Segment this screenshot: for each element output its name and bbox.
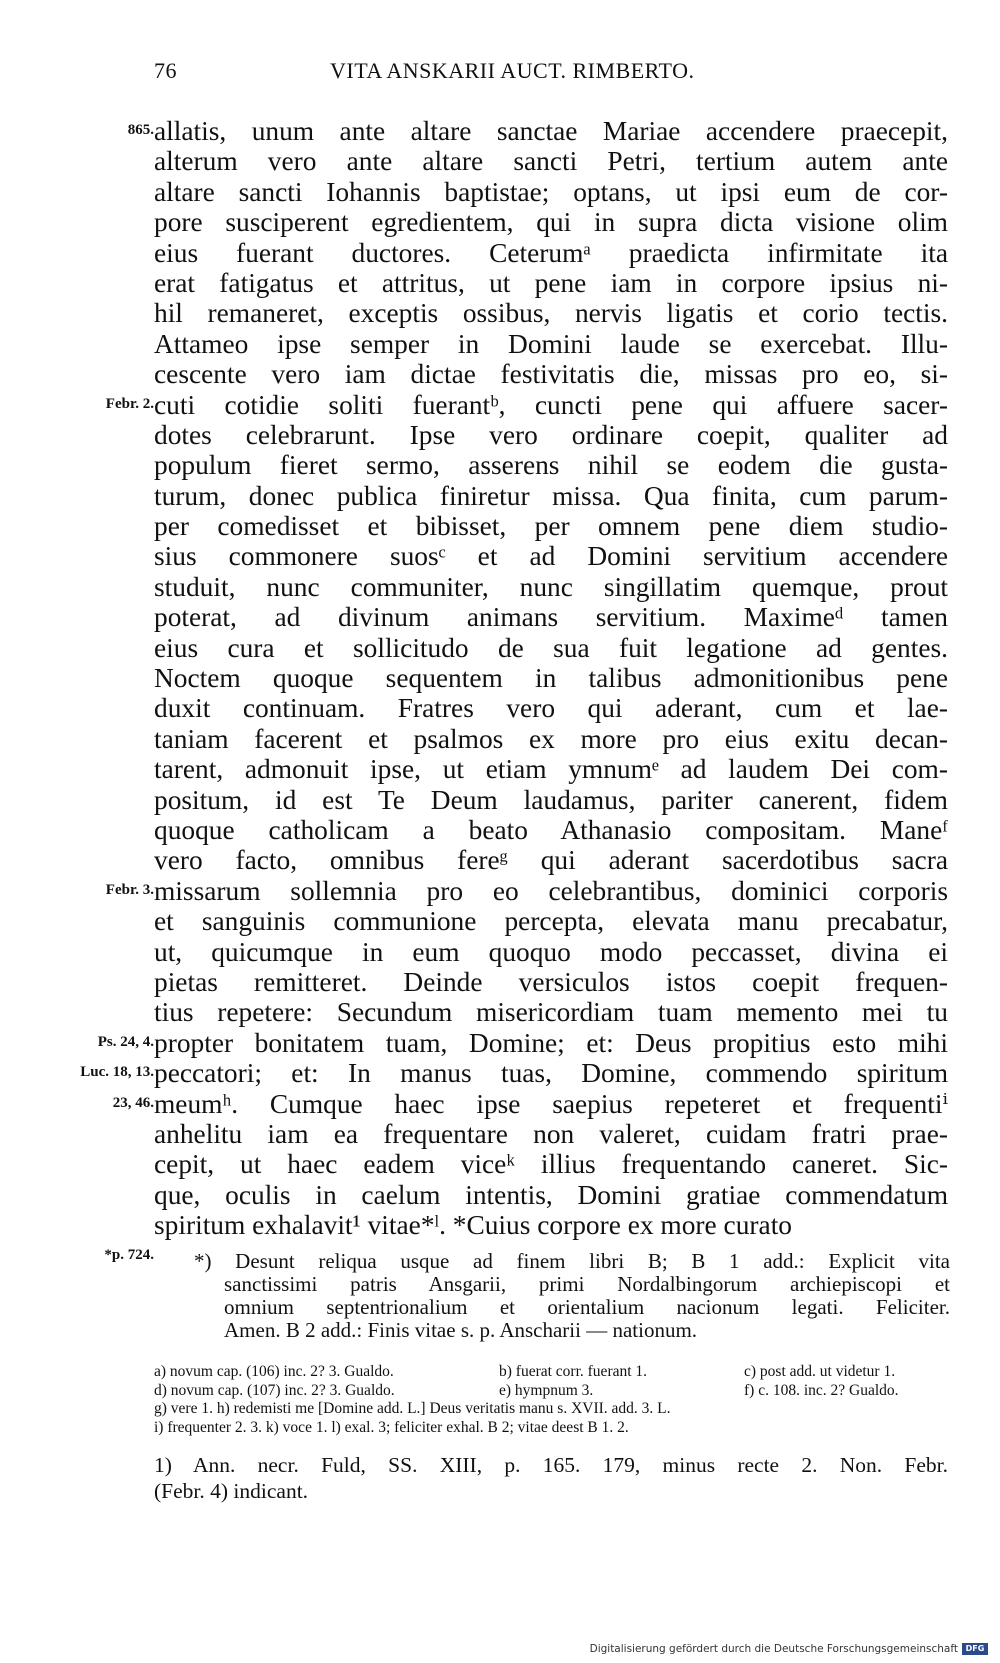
margin-note: Febr. 3. <box>105 882 154 898</box>
asterisk-note <box>194 1250 950 1342</box>
footnote-1 <box>154 1452 948 1504</box>
text-line: tarent, admonuit ipse, ut etiam ymnumᵉ ad laudem Dei com- <box>154 754 948 785</box>
apparatus-row <box>154 1400 950 1419</box>
asterisk-note-line: *) Desunt reliqua usque ad finem libri B; B 1 add.: Explicit vita <box>194 1249 950 1273</box>
text-line: pore susciperent egredientem, qui in supra dicta visione olim <box>154 207 948 238</box>
running-head-title: VITA ANSKARII AUCT. RIMBERTO. <box>330 58 695 83</box>
margin-note: Luc. 18, 13. <box>80 1064 154 1081</box>
apparatus-row <box>154 1363 950 1382</box>
text-line: erat fatigatus et attritus, ut pene iam in corpore ipsius ni- <box>154 267 948 298</box>
margin-note: Febr. 2. <box>105 395 154 412</box>
text-line: tius repetere: Secundum misericordiam tuam memento mei tu <box>154 997 948 1028</box>
text-line: positum, id est Te Deum laudamus, pariter canerent, fidem <box>154 784 948 815</box>
text-line: poterat, ad divinum animans servitium. Maximeᵈ tamen <box>154 602 948 633</box>
text-line: eius fuerant ductores. Ceterumᵃ praedicta infirmitate ita <box>154 237 948 268</box>
apparatus-entry: f) c. 108. inc. 2? Gualdo. <box>744 1381 899 1399</box>
asterisk-note-line: omnium septentrionalium et orientalium nacionum legati. Feliciter. <box>224 1295 950 1319</box>
text-line: cescente vero iam dictae festivitatis die, missas pro eo, si- <box>154 359 948 390</box>
dfg-logo: DFG <box>962 1643 988 1655</box>
text-line: alterum vero ante altare sancti Petri, tertium autem ante <box>154 146 948 177</box>
critical-apparatus <box>154 1363 950 1437</box>
text-line: altare sancti Iohannis baptistae; optans, ut ipsi eum de cor- <box>154 176 948 207</box>
text-line: sius commonere suosᶜ et ad Domini servitium accendere <box>154 541 948 572</box>
apparatus-entry: i) frequenter 2. 3. k) voce 1. l) exal. 3; feliciter exhal. B 2; vitae deest B 1. 2. <box>154 1418 629 1436</box>
apparatus-row <box>154 1419 950 1438</box>
text-line: Attameo ipse semper in Domini laude se exercebat. Illu- <box>154 328 948 359</box>
text-line: allatis, unum ante altare sanctae Mariae accendere praecepit, <box>154 116 948 146</box>
asterisk-note-line: sanctissimi patris Ansgarii, primi Nordalbingorum archiepiscopi et <box>224 1272 950 1296</box>
apparatus-entry: g) vere 1. h) redemisti me [Domine add. L.] Deus veritatis manu s. XVII. add. 3. L. <box>154 1400 671 1417</box>
digitization-footer <box>590 1643 988 1655</box>
text-line: ut, quicumque in eum quoquo modo peccasset, divina ei <box>154 936 948 967</box>
apparatus-entry: b) fuerat corr. fuerant 1. <box>499 1363 648 1380</box>
text-line: per comedisset et bibisset, per omnem pene diem studio- <box>154 511 948 542</box>
margin-note: 865. <box>127 122 154 138</box>
text-line: anhelitu iam ea frequentare non valeret, cuidam fratri prae- <box>154 1118 948 1149</box>
text-line: quoque catholicam a beato Athanasio compositam. Maneᶠ <box>154 814 948 845</box>
text-line: que, oculis in caelum intentis, Domini gratiae commendatum <box>154 1179 948 1210</box>
page-number: 76 <box>154 58 177 83</box>
text-line: missarum sollemnia pro eo celebrantibus, dominici corporis <box>154 875 948 906</box>
apparatus-entry: a) novum cap. (106) inc. 2? 3. Gualdo. <box>154 1363 394 1380</box>
apparatus-entry: d) novum cap. (107) inc. 2? 3. Gualdo. <box>154 1381 395 1399</box>
text-line: studuit, nunc communiter, nunc singillatim quemque, prout <box>154 571 948 602</box>
text-line: hil remaneret, exceptis ossibus, nervis ligatis et corio tectis. <box>154 298 948 329</box>
text-line: turum, donec publica finiretur missa. Qua finita, cum parum- <box>154 480 948 511</box>
text-line: meumʰ. Cumque haec ipse saepius repeteret et frequentiⁱ <box>154 1088 948 1119</box>
text-line: cuti cotidie soliti fuerantᵇ, cuncti pene qui affuere sacer- <box>154 389 948 420</box>
text-line: eius cura et sollicitudo de sua fuit legatione ad gentes. <box>154 632 948 663</box>
text-line: vero facto, omnibus fereᵍ qui aderant sacerdotibus sacra <box>154 845 948 876</box>
text-line: cepit, ut haec eadem viceᵏ illius frequentando caneret. Sic- <box>154 1149 948 1180</box>
text-line: taniam facerent et psalmos ex more pro eius exitu decan- <box>154 723 948 754</box>
footer-credit: Digitalisierung gefördert durch die Deutsche Forschungsgemeinschaft <box>589 1643 958 1655</box>
text-line: peccatori; et: In manus tuas, Domine, commendo spiritum <box>154 1058 948 1089</box>
text-line: duxit continuam. Fratres vero qui aderant, cum et lae- <box>154 693 948 724</box>
text-line: spiritum exhalavit¹ vitae*ˡ. *Cuius corpore ex more curato <box>154 1210 792 1241</box>
apparatus-entry: e) hympnum 3. <box>499 1381 594 1399</box>
text-line: propter bonitatem tuam, Domine; et: Deus propitius esto mihi <box>154 1027 948 1058</box>
text-line: et sanguinis communione percepta, elevata manu precabatur, <box>154 906 948 937</box>
margin-note: 23, 46. <box>112 1094 154 1111</box>
margin-note: *p. 724. <box>104 1246 154 1263</box>
running-header <box>150 58 950 90</box>
text-line: Noctem quoque sequentem in talibus admonitionibus pene <box>154 663 948 694</box>
footnote-line: (Febr. 4) indicant. <box>154 1479 309 1503</box>
main-text-block <box>154 116 948 1240</box>
asterisk-note-line: Amen. B 2 add.: Finis vitae s. p. Anscharii — nationum. <box>224 1318 698 1342</box>
margin-note: Ps. 24, 4. <box>97 1034 154 1050</box>
text-line: dotes celebrarunt. Ipse vero ordinare coepit, qualiter ad <box>154 419 948 450</box>
text-line: populum fieret sermo, asserens nihil se eodem die gusta- <box>154 450 948 481</box>
apparatus-entry: c) post add. ut videtur 1. <box>744 1363 896 1380</box>
footnote-line: 1) Ann. necr. Fuld, SS. XIII, p. 165. 179, minus recte 2. Non. Febr. <box>154 1453 948 1477</box>
apparatus-row <box>154 1382 950 1401</box>
text-line: pietas remitteret. Deinde versiculos istos coepit frequen- <box>154 966 948 997</box>
